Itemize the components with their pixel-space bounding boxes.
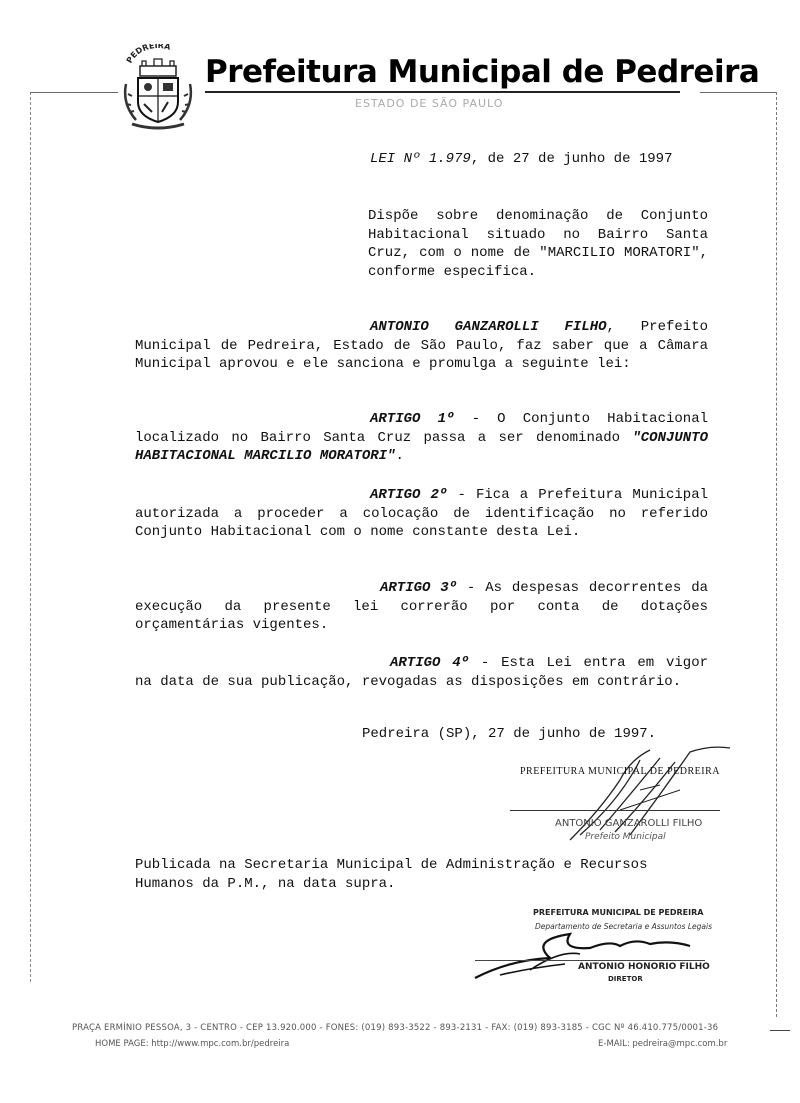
frame-left-line bbox=[30, 92, 31, 982]
state-subtitle: ESTADO DE SÃO PAULO bbox=[355, 97, 504, 110]
article-4 bbox=[135, 654, 708, 691]
director-signature-role: DIRETOR bbox=[608, 975, 643, 983]
mayor-stamp: PREFEITURA MUNICIPAL DE PEDREIRA bbox=[520, 766, 720, 777]
svg-text:PEDREIRA bbox=[125, 44, 173, 65]
law-label: LEI Nº bbox=[370, 151, 421, 167]
publication-note: Publicada na Secretaria Municipal de Administração e Recursos Humanos da P.M., na data supra. bbox=[135, 857, 648, 892]
title-underline bbox=[205, 91, 680, 93]
preamble-paragraph bbox=[135, 318, 708, 374]
law-summary: Dispõe sobre denominação de Conjunto Habitacional situado no Bairro Santa Cruz, com o nome de "MARCILIO MORATORI", conforme especifica. bbox=[368, 208, 708, 280]
frame-top-left-line bbox=[30, 92, 118, 93]
article-1 bbox=[135, 410, 708, 466]
mayor-signature-role: Prefeito Municipal bbox=[585, 832, 666, 842]
crest-text: PEDREIRA bbox=[124, 44, 172, 65]
article-3 bbox=[135, 579, 708, 635]
footer-line bbox=[770, 1030, 790, 1031]
mayor-signature-name: ANTONIO GANZAROLLI FILHO bbox=[555, 818, 703, 829]
article-4-label: ARTIGO 4º bbox=[390, 655, 470, 671]
article-1-end: . bbox=[395, 448, 404, 464]
law-number: 1.979 bbox=[428, 151, 471, 167]
mayor-signature-line bbox=[510, 810, 720, 811]
director-stamp-line2: Departamento de Secretaria e Assuntos Legais bbox=[535, 922, 713, 931]
frame-right-line bbox=[776, 92, 777, 1017]
footer-email: E-MAIL: pedreira@mpc.com.br bbox=[598, 1039, 728, 1049]
director-signature-icon bbox=[470, 920, 700, 990]
page-title: Prefeitura Municipal de Pedreira bbox=[205, 54, 760, 90]
footer-address: PRAÇA ERMÍNIO PESSOA, 3 - CENTRO - CEP 13.920.000 - FONES: (019) 893-3522 - 893-2131 - FAX: (019) 893-3185 - CGC Nº 46.410.775/0001-36 bbox=[72, 1023, 719, 1033]
article-4-text: - Esta Lei entra em vigor na data de sua publicação, revogadas as disposições em contrário. bbox=[135, 655, 709, 690]
mayor-name: ANTONIO GANZAROLLI FILHO bbox=[370, 319, 607, 335]
law-date: , de 27 de junho de 1997 bbox=[470, 151, 673, 167]
footer-homepage: HOME PAGE: http://www.mpc.com.br/pedreira bbox=[95, 1039, 290, 1049]
article-2-label: ARTIGO 2º bbox=[370, 487, 448, 503]
director-signature-name: ANTONIO HONORIO FILHO bbox=[578, 962, 710, 972]
preamble-text: , Prefeito Municipal de Pedreira, Estado de São Paulo, faz saber que a Câmara Municipal aprovou e ele sanciona e promulga a seguinte lei: bbox=[135, 319, 708, 372]
article-1-label: ARTIGO 1º bbox=[370, 411, 455, 427]
article-1-emphasis: "CONJUNTO HABITACIONAL MARCILIO MORATORI" bbox=[135, 429, 708, 464]
article-2-text: - Fica a Prefeitura Municipal autorizada a proceder a colocação de identificação no referido Conjunto Habitacional com o nome constante desta Lei. bbox=[135, 487, 708, 540]
place-date: Pedreira (SP), 27 de junho de 1997. bbox=[362, 726, 657, 742]
director-stamp-line1: PREFEITURA MUNICIPAL DE PEDREIRA bbox=[533, 908, 704, 917]
article-3-label: ARTIGO 3º bbox=[380, 580, 458, 596]
frame-top-right-line bbox=[700, 92, 776, 93]
law-heading bbox=[370, 151, 672, 167]
article-2 bbox=[135, 486, 708, 542]
article-3-text: - As despesas decorrentes da execução da presente lei correrão por conta de dotações orçamentárias vigentes. bbox=[135, 580, 708, 633]
article-1-text: - O Conjunto Habitacional localizado no Bairro Santa Cruz passa a ser denominado bbox=[135, 411, 708, 446]
director-signature-line bbox=[475, 960, 705, 961]
municipal-crest-icon bbox=[118, 44, 198, 132]
